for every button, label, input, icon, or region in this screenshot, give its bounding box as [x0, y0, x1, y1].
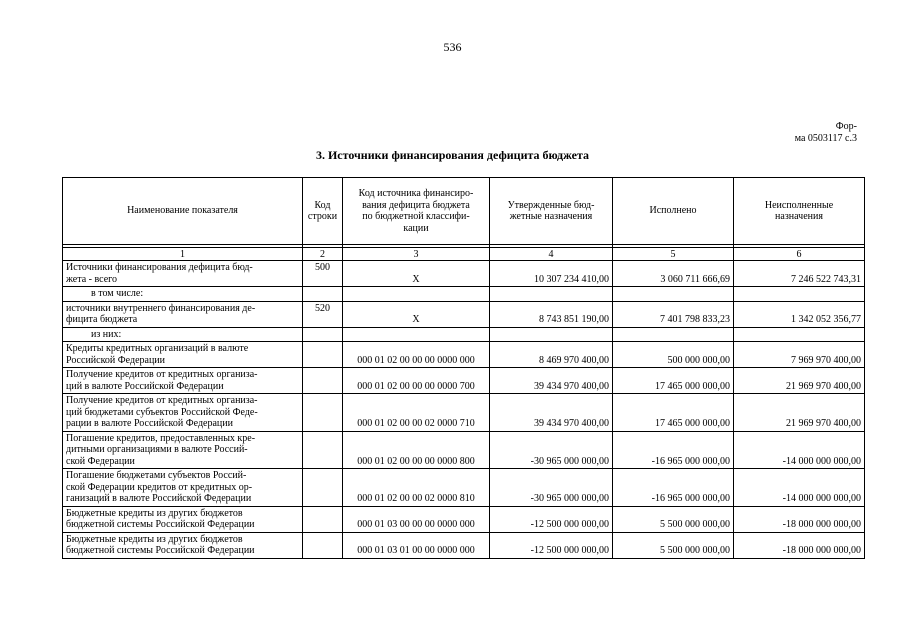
executed-amount: 3 060 711 666,69: [613, 261, 734, 287]
table-row: [63, 368, 865, 394]
unexecuted-amount: -14 000 000 000,00: [734, 469, 865, 507]
executed-amount: -16 965 000 000,00: [613, 431, 734, 469]
source-code: 000 01 02 00 00 00 0000 000: [343, 342, 490, 368]
source-code: 000 01 02 00 00 00 0000 800: [343, 431, 490, 469]
column-number: 4: [490, 248, 613, 261]
source-code: 000 01 03 01 00 00 0000 000: [343, 532, 490, 558]
section-title: 3. Источники финансирования дефицита бюджета: [315, 148, 590, 162]
line-code: [303, 287, 343, 302]
column-number: 1: [63, 248, 303, 261]
line-code: 520: [303, 301, 343, 327]
executed-amount: -16 965 000 000,00: [613, 469, 734, 507]
table-row: [63, 506, 865, 532]
page-number: 536: [443, 40, 462, 54]
unexecuted-amount: -18 000 000 000,00: [734, 506, 865, 532]
table-body: [63, 261, 865, 559]
approved-amount: 39 434 970 400,00: [490, 368, 613, 394]
column-number-row: [63, 248, 865, 261]
column-number: 5: [613, 248, 734, 261]
unexecuted-amount: -14 000 000 000,00: [734, 431, 865, 469]
table-header-row: [63, 178, 865, 245]
approved-amount: 39 434 970 400,00: [490, 394, 613, 432]
line-code: 500: [303, 261, 343, 287]
approved-amount: -12 500 000 000,00: [490, 532, 613, 558]
executed-amount: [613, 327, 734, 342]
executed-amount: 17 465 000 000,00: [613, 368, 734, 394]
header-source-code: Код источника финансиро- вания дефицита бюджета по бюджетной классифи- кации: [343, 178, 490, 245]
source-code: [343, 287, 490, 302]
line-code: [303, 368, 343, 394]
source-code: [343, 327, 490, 342]
approved-amount: -30 965 000 000,00: [490, 469, 613, 507]
unexecuted-amount: [734, 287, 865, 302]
indicator-name: Погашение бюджетами субъектов Россий- ской Федерации кредитов от кредитных ор- ганизаций в валюте Российской Федерации: [63, 469, 303, 507]
source-code: 000 01 02 00 00 02 0000 710: [343, 394, 490, 432]
line-code: [303, 394, 343, 432]
executed-amount: 500 000 000,00: [613, 342, 734, 368]
indicator-name: Получение кредитов от кредитных организа- ций в валюте Российской Федерации: [63, 368, 303, 394]
table-row: [63, 261, 865, 287]
indicator-name: Получение кредитов от кредитных организа- ций бюджетами субъектов Российской Феде- рации в валюте Российской Федерации: [63, 394, 303, 432]
source-code: X: [343, 301, 490, 327]
column-number: 2: [303, 248, 343, 261]
unexecuted-amount: 1 342 052 356,77: [734, 301, 865, 327]
table-row: [63, 394, 865, 432]
executed-amount: 17 465 000 000,00: [613, 394, 734, 432]
header-executed: Исполнено: [613, 178, 734, 245]
source-code: 000 01 02 00 00 00 0000 700: [343, 368, 490, 394]
header-approved: Утвержденные бюд- жетные назначения: [490, 178, 613, 245]
executed-amount: [613, 287, 734, 302]
approved-amount: [490, 327, 613, 342]
source-code: 000 01 02 00 00 02 0000 810: [343, 469, 490, 507]
indicator-name: Погашение кредитов, предоставленных кре- дитными организациями в валюте Россий- ской Федерации: [63, 431, 303, 469]
approved-amount: -30 965 000 000,00: [490, 431, 613, 469]
unexecuted-amount: [734, 327, 865, 342]
approved-amount: [490, 287, 613, 302]
approved-amount: -12 500 000 000,00: [490, 506, 613, 532]
financing-sources-table: [62, 177, 865, 559]
indicator-name: в том числе:: [63, 287, 303, 302]
indicator-name: Кредиты кредитных организаций в валюте Российской Федерации: [63, 342, 303, 368]
executed-amount: 5 500 000 000,00: [613, 532, 734, 558]
executed-amount: 7 401 798 833,23: [613, 301, 734, 327]
column-number: 3: [343, 248, 490, 261]
indicator-name: источники внутреннего финансирования де- фицита бюджета: [63, 301, 303, 327]
header-indicator-name: Наименование показателя: [63, 178, 303, 245]
source-code: 000 01 03 00 00 00 0000 000: [343, 506, 490, 532]
source-code: X: [343, 261, 490, 287]
table-row: [63, 532, 865, 558]
unexecuted-amount: 7 969 970 400,00: [734, 342, 865, 368]
table-row: [63, 301, 865, 327]
executed-amount: 5 500 000 000,00: [613, 506, 734, 532]
line-code: [303, 431, 343, 469]
table-row: [63, 431, 865, 469]
table-row: [63, 342, 865, 368]
table-row: [63, 327, 865, 342]
unexecuted-amount: -18 000 000 000,00: [734, 532, 865, 558]
indicator-name: из них:: [63, 327, 303, 342]
form-reference: Фор- ма 0503117 с.3: [794, 121, 857, 144]
approved-amount: 8 469 970 400,00: [490, 342, 613, 368]
unexecuted-amount: 7 246 522 743,31: [734, 261, 865, 287]
table-row: [63, 287, 865, 302]
header-line-code: Код строки: [303, 178, 343, 245]
indicator-name: Бюджетные кредиты из других бюджетов бюджетной системы Российской Федерации: [63, 532, 303, 558]
line-code: [303, 342, 343, 368]
line-code: [303, 327, 343, 342]
unexecuted-amount: 21 969 970 400,00: [734, 368, 865, 394]
column-number: 6: [734, 248, 865, 261]
line-code: [303, 469, 343, 507]
indicator-name: Бюджетные кредиты из других бюджетов бюджетной системы Российской Федерации: [63, 506, 303, 532]
approved-amount: 10 307 234 410,00: [490, 261, 613, 287]
unexecuted-amount: 21 969 970 400,00: [734, 394, 865, 432]
line-code: [303, 506, 343, 532]
header-unexecuted: Неисполненные назначения: [734, 178, 865, 245]
approved-amount: 8 743 851 190,00: [490, 301, 613, 327]
line-code: [303, 532, 343, 558]
indicator-name: Источники финансирования дефицита бюд- жета - всего: [63, 261, 303, 287]
table-row: [63, 469, 865, 507]
